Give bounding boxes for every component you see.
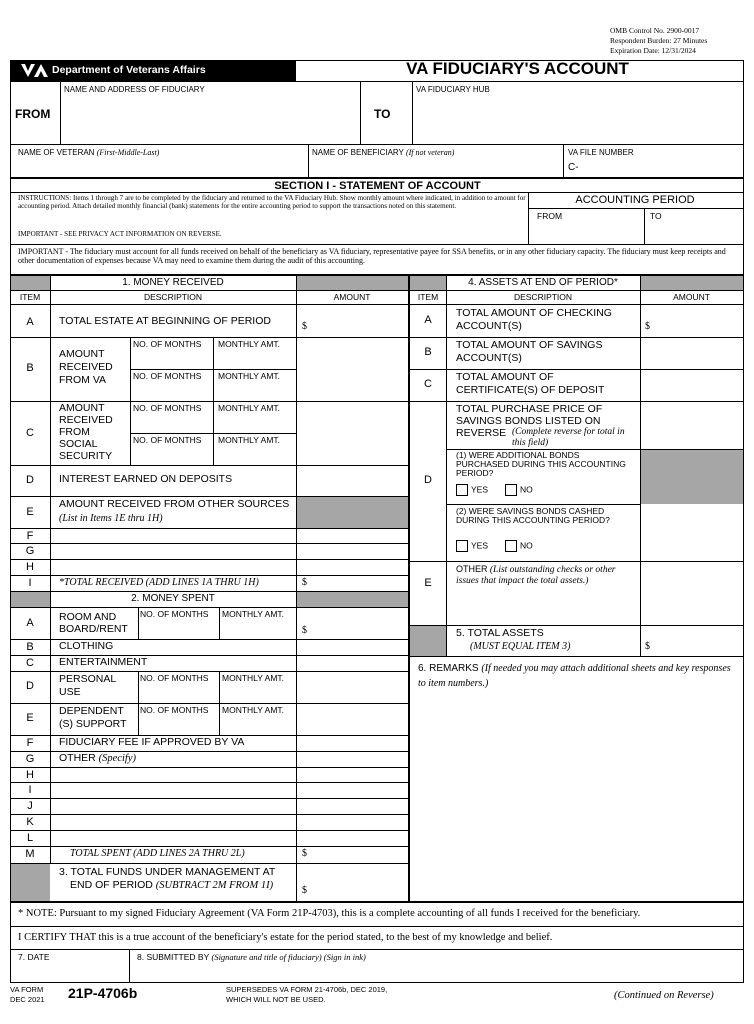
footer-supersedes-1: SUPERSEDES VA FORM 21-4706b, DEC 2019, xyxy=(226,985,388,994)
row-4d-q1-no[interactable]: NO xyxy=(505,484,533,496)
row-1a-desc: TOTAL ESTATE AT BEGINNING OF PERIOD xyxy=(59,315,271,327)
row-4e-desc: OTHER (List outstanding checks or other issues that impact the total assets.) xyxy=(456,564,616,586)
footer-supersedes-2: WHICH WILL NOT BE USED. xyxy=(226,995,326,1004)
row-4c-item: C xyxy=(424,378,432,390)
date-field[interactable] xyxy=(14,962,126,980)
row-1b-months-2[interactable]: NO. OF MONTHS xyxy=(133,371,202,381)
row-1b-desc-3: FROM VA xyxy=(59,374,107,386)
row-1c-monthly-2[interactable]: MONTHLY AMT. xyxy=(218,435,281,445)
row-2d-monthly[interactable]: MONTHLY AMT. xyxy=(222,673,285,683)
row-4d-q2-yes[interactable]: YES xyxy=(456,540,488,552)
omb-burden: Respondent Burden: 27 Minutes xyxy=(610,36,708,45)
footer-continued: (Continued on Reverse) xyxy=(614,990,714,1001)
row-1f-item: F xyxy=(26,530,34,542)
q2-yes-checkbox[interactable] xyxy=(456,540,468,552)
hub-label: VA FIDUCIARY HUB xyxy=(416,85,490,94)
col-description-right: DESCRIPTION xyxy=(513,292,573,302)
row-2a-monthly[interactable]: MONTHLY AMT. xyxy=(222,609,285,619)
row-2m-amount[interactable]: $ xyxy=(302,848,307,859)
col-description-left: DESCRIPTION xyxy=(143,292,203,302)
row-2g-item: G xyxy=(25,753,35,765)
row-1b-months-1[interactable]: NO. OF MONTHS xyxy=(133,339,202,349)
row-1b-desc-2: RECEIVED xyxy=(59,361,113,373)
hub-field[interactable] xyxy=(414,96,740,142)
row-1b-monthly-2[interactable]: MONTHLY AMT. xyxy=(218,371,281,381)
fiduciary-address-field[interactable] xyxy=(62,96,358,142)
period-from-label: FROM xyxy=(537,211,563,221)
beneficiary-name-field[interactable] xyxy=(310,158,560,176)
row-2a-months[interactable]: NO. OF MONTHS xyxy=(140,609,209,619)
row-4b-desc-2: ACCOUNT(S) xyxy=(456,352,522,364)
department-name: Department of Veterans Affairs xyxy=(52,64,206,76)
row-2a-desc-2: BOARD/RENT xyxy=(59,623,128,635)
row-4a-desc-1: TOTAL AMOUNT OF CHECKING xyxy=(456,307,612,319)
row-4a-amount[interactable]: $ xyxy=(645,321,650,332)
row-4b-item: B xyxy=(424,346,432,358)
note-text: * NOTE: Pursuant to my signed Fiduciary Agreement (VA Form 21P-4703), this is a complete accounting of all funds I received for the beneficiary. xyxy=(18,908,641,919)
important-text: IMPORTANT - The fiduciary must account for all funds received on behalf of the beneficiary as VA fiduciary, representative payee for SSA benefits, or in any other fiduciary capacity. The fiduciary must keep receipts and other documentation of expenses because VA may need to examine them during the audit of this accounting. xyxy=(18,247,726,265)
row-1d-desc: INTEREST EARNED ON DEPOSITS xyxy=(59,473,233,485)
row-1e-hint: (List in Items 1E thru 1H) xyxy=(59,513,163,524)
remarks-label: 6. REMARKS (If needed you may attach additional sheets and key responses to item numbers.) xyxy=(418,663,731,689)
row-2e-months[interactable]: NO. OF MONTHS xyxy=(140,705,209,715)
footer-form-number: 21P-4706b xyxy=(68,985,138,1001)
row-1e-item: E xyxy=(26,506,34,518)
row-4b-desc-1: TOTAL AMOUNT OF SAVINGS xyxy=(456,339,603,351)
row-2d-desc-2: USE xyxy=(59,686,81,698)
row-4d-hint: (Complete reverse for total in this field) xyxy=(512,427,625,448)
row-2d-desc-1: PERSONAL xyxy=(59,673,117,685)
veteran-name-field[interactable] xyxy=(14,158,304,176)
row-4e-item: E xyxy=(424,577,432,589)
row-1i-item: I xyxy=(28,577,32,589)
col-item-right: ITEM xyxy=(417,292,439,302)
va-header-band xyxy=(10,60,295,81)
row-2e-desc-2: (S) SUPPORT xyxy=(59,718,127,730)
row-4a-item: A xyxy=(424,314,432,326)
row-1b-monthly-1[interactable]: MONTHLY AMT. xyxy=(218,339,281,349)
col-amount-right: AMOUNT xyxy=(673,292,710,302)
row-2c-desc: ENTERTAINMENT xyxy=(59,656,148,668)
file-number-label: VA FILE NUMBER xyxy=(568,148,634,157)
period-to-field[interactable] xyxy=(648,222,740,240)
row-1d-item: D xyxy=(26,474,34,486)
q2-no-checkbox[interactable] xyxy=(505,540,517,552)
q1-no-checkbox[interactable] xyxy=(505,484,517,496)
form-title: VA FIDUCIARY'S ACCOUNT xyxy=(406,59,629,78)
total-funds-label-2: END OF PERIOD (SUBTRACT 2M FROM 1I) xyxy=(70,879,274,891)
row-2j-item: J xyxy=(27,800,33,812)
to-label: TO xyxy=(374,107,391,121)
row-1a-item: A xyxy=(26,316,34,328)
instructions-text: INSTRUCTIONS: Items 1 through 7 are to be completed by the fiduciary and returned to the VA Fiduciary Hub. Show monthly amount where indicated, in addition to amount for accounting period. Attach detailed monthly financial (bank) statements for the entire accounting period to support the transactions noted on this statement. xyxy=(18,194,526,210)
row-1c-desc-3: FROM xyxy=(59,426,90,438)
row-1g-item: G xyxy=(25,545,35,557)
row-1a-amount[interactable]: $ xyxy=(302,321,307,332)
row-2m-item: M xyxy=(25,848,35,860)
period-from-field[interactable] xyxy=(535,222,641,240)
file-number-field[interactable]: C- xyxy=(568,162,579,173)
privacy-text: IMPORTANT - SEE PRIVACY ACT INFORMATION ON REVERSE. xyxy=(18,230,222,238)
row-4d-item: D xyxy=(424,474,432,486)
row-2e-monthly[interactable]: MONTHLY AMT. xyxy=(222,705,285,715)
row-2e-item: E xyxy=(26,712,34,724)
section1-title: SECTION I - STATEMENT OF ACCOUNT xyxy=(274,180,481,192)
row-2c-item: C xyxy=(26,657,34,669)
row-4d-desc-3: REVERSE xyxy=(456,427,507,439)
col-amount-left: AMOUNT xyxy=(333,292,371,302)
total-funds-amount[interactable]: $ xyxy=(302,885,307,896)
q1-yes-checkbox[interactable] xyxy=(456,484,468,496)
row-1c-monthly-1[interactable]: MONTHLY AMT. xyxy=(218,403,281,413)
omb-control: OMB Control No. 2900-0017 xyxy=(610,26,700,35)
row-1c-desc-5: SECURITY xyxy=(59,450,113,462)
row-1c-desc-4: SOCIAL xyxy=(59,438,98,450)
row-2b-item: B xyxy=(26,641,34,653)
row-1e-desc: AMOUNT RECEIVED FROM OTHER SOURCES xyxy=(59,498,290,510)
row-2h-item: H xyxy=(26,769,34,781)
row-4d-desc-1: TOTAL PURCHASE PRICE OF xyxy=(456,403,603,415)
from-label: FROM xyxy=(15,107,51,121)
row-1i-amount[interactable]: $ xyxy=(302,577,307,588)
row-4d-question-1: (1) WERE ADDITIONAL BONDS PURCHASED DURING THIS ACCOUNTING PERIOD? xyxy=(456,450,626,478)
row-4d-question-2: (2) WERE SAVINGS BONDS CASHED DURING THIS ACCOUNTING PERIOD? xyxy=(456,506,610,525)
row-1c-desc-2: RECEIVED xyxy=(59,414,113,426)
signature-field[interactable] xyxy=(134,962,740,980)
va-logo-icon xyxy=(20,63,50,78)
row-1b-item: B xyxy=(26,362,34,374)
total-funds-label-1: 3. TOTAL FUNDS UNDER MANAGEMENT AT xyxy=(59,866,276,878)
row-4d-q2-no[interactable]: NO xyxy=(505,540,533,552)
row-4d-desc-2: SAVINGS BONDS LISTED ON xyxy=(456,415,601,427)
row-1c-months-2[interactable]: NO. OF MONTHS xyxy=(133,435,202,445)
row-2d-item: D xyxy=(26,680,34,692)
money-spent-title: 2. MONEY SPENT xyxy=(131,593,215,604)
row-2g-desc: OTHER (Specify) xyxy=(59,752,136,764)
footer-va-form: VA FORM xyxy=(10,985,44,994)
row-2d-months[interactable]: NO. OF MONTHS xyxy=(140,673,209,683)
total-assets-amount[interactable]: $ xyxy=(645,641,650,652)
row-2a-desc-1: ROOM AND xyxy=(59,611,117,623)
beneficiary-name-label: NAME OF BENEFICIARY (If not veteran) xyxy=(312,148,455,157)
row-4c-desc-2: CERTIFICATE(S) OF DEPOSIT xyxy=(456,384,605,396)
omb-expiration: Expiration Date: 12/31/2024 xyxy=(610,46,696,55)
certify-text: I CERTIFY THAT this is a true account of the beneficiary's estate for the period stated, to the best of my knowledge and belief. xyxy=(18,932,553,943)
remarks-field[interactable] xyxy=(412,692,742,902)
row-4c-desc-1: TOTAL AMOUNT OF xyxy=(456,371,554,383)
row-2b-desc: CLOTHING xyxy=(59,640,114,652)
total-assets-hint: (MUST EQUAL ITEM 3) xyxy=(470,641,571,652)
submitted-label: 8. SUBMITTED BY (Signature and title of fiduciary) (Sign in ink) xyxy=(137,952,366,962)
row-1c-item: C xyxy=(26,427,34,439)
row-2f-item: F xyxy=(26,737,34,749)
row-1c-months-1[interactable]: NO. OF MONTHS xyxy=(133,403,202,413)
money-received-title: 1. MONEY RECEIVED xyxy=(122,277,224,288)
row-4a-desc-2: ACCOUNT(S) xyxy=(456,320,522,332)
row-1b-desc-1: AMOUNT xyxy=(59,348,105,360)
row-4d-q1-yes[interactable]: YES xyxy=(456,484,488,496)
total-assets-label: 5. TOTAL ASSETS xyxy=(456,627,544,639)
accounting-period-title: ACCOUNTING PERIOD xyxy=(575,194,695,206)
row-2a-amount[interactable]: $ xyxy=(302,625,307,636)
row-1i-desc: *TOTAL RECEIVED (ADD LINES 1A THRU 1H) xyxy=(59,577,259,588)
footer-date: DEC 2021 xyxy=(10,995,45,1004)
row-2f-desc: FIDUCIARY FEE IF APPROVED BY VA xyxy=(59,736,245,748)
assets-title: 4. ASSETS AT END OF PERIOD* xyxy=(468,277,618,288)
veteran-name-label: NAME OF VETERAN (First-Middle-Last) xyxy=(18,148,160,157)
row-2i-item: I xyxy=(28,784,32,796)
row-2e-desc-1: DEPENDENT xyxy=(59,705,124,717)
row-1c-desc-1: AMOUNT xyxy=(59,402,105,414)
col-item-left: ITEM xyxy=(19,292,41,302)
row-2l-item: L xyxy=(26,832,34,844)
row-2k-item: K xyxy=(26,816,34,828)
period-to-label: TO xyxy=(650,211,662,221)
row-2a-item: A xyxy=(26,617,34,629)
name-address-label: NAME AND ADDRESS OF FIDUCIARY xyxy=(64,85,205,94)
date-label: 7. DATE xyxy=(18,952,50,962)
row-2m-desc: TOTAL SPENT (ADD LINES 2A THRU 2L) xyxy=(70,848,245,859)
row-1h-item: H xyxy=(26,561,34,573)
